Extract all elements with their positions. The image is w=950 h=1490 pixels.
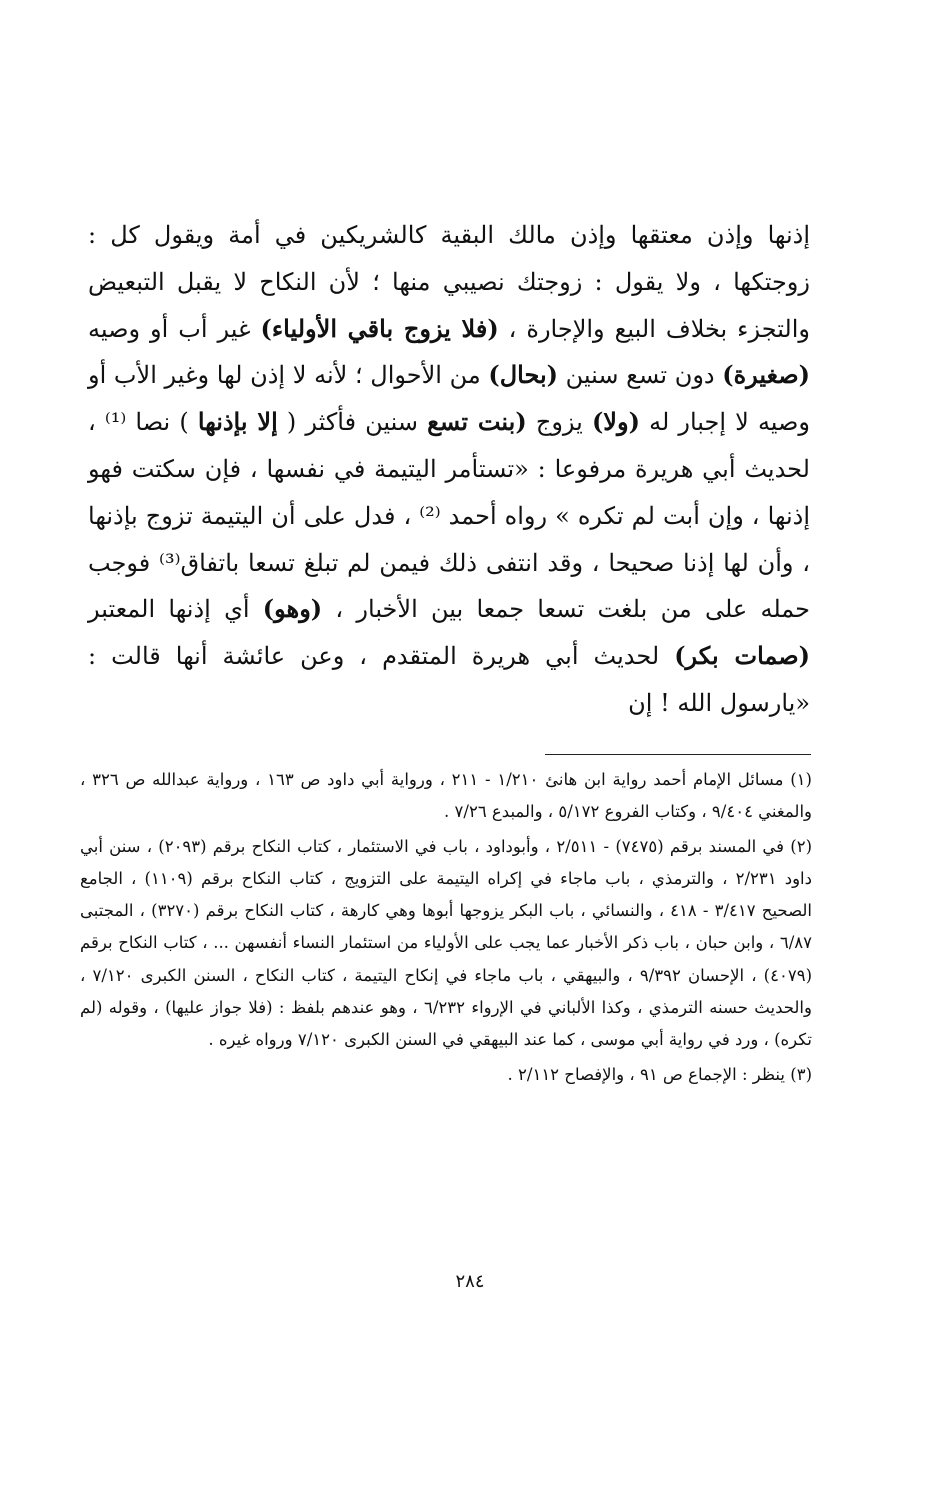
main-text-segment: من الأحوال ؛ لأنه لا إذن لها وغير الأب أو وصيه لا إجبار له xyxy=(88,361,811,437)
main-text-segment: ) نصا ⁽¹⁾ ، لحديث أبي هريرة مرفوعا : «تستأمر اليتيمة في نفسها ، فإن سكتت فهو إذنها ، وإن أبت لم تكره » رواه أحمد ⁽²⁾ ، فدل على أن اليتيمة تزوج بإذنها ، وأن لها إذنا صحيحا ، وقد انتفى ذلك فيمن لم تبلغ تسعا باتفاق⁽³⁾ فوجب حمله على من بلغت تسعا جمعا بين الأخبار ، xyxy=(88,408,811,624)
footnote-separator xyxy=(545,754,811,755)
main-text-segment: أي إذنها المعتبر xyxy=(88,595,263,624)
main-text-segment: إذنها وإذن معتقها وإذن مالك البقية كالشريكين في أمة ويقول كل : زوجتكها ، ولا يقول : زوجتك نصيبي منها ؛ لأن النكاح لا يقبل التبعيض والتجزء بخلاف البيع والإجارة ، xyxy=(88,221,811,343)
main-text-segment: يزوج xyxy=(526,408,592,437)
footnotes xyxy=(80,764,812,1091)
main-text-bold-segment: إلا بإذنها xyxy=(197,407,278,437)
main-text-segment: سنين فأكثر ( xyxy=(277,408,428,437)
main-text xyxy=(88,212,810,727)
footnote-2: (٢) في المسند برقم (٧٤٧٥) - ٢/٥١١ ، وأبوداود ، باب في الاستئمار ، كتاب النكاح برقم (٢٠٩٣) ، سنن أبي داود ٢/٢٣١ ، والترمذي ، باب ماجاء في إكراه اليتيمة على التزويج ، كتاب النكاح برقم (١١٠٩) ، الجامع الصحيح ٣/٤١٧ - ٤١٨ ، والنسائي ، باب البكر يزوجها أبوها وهي كارهة ، كتاب النكاح برقم (٣٢٧٠) ، المجتبى ٦/٨٧ ، وابن حبان ، باب ذكر الأخبار عما يجب على الأولياء من استئمار النساء أنفسهن ... ، كتاب النكاح برقم (٤٠٧٩) ، الإحسان ٩/٣٩٢ ، والبيهقي ، باب ماجاء في إنكاح اليتيمة ، كتاب النكاح ، السنن الكبرى ٧/١٢٠ ، والحديث حسنه الترمذي ، وكذا الألباني في الإرواء ٦/٢٣٢ ، وهو عندهم بلفظ : (فلا جواز عليها) ، وقوله (لم تكره) ، ورد في رواية أبي موسى ، كما عند البيهقي في السنن الكبرى ٧/١٢٠ ورواه غيره . xyxy=(80,836,813,1050)
footnote-3: (٣) ينظر : الإجماع ص ٩١ ، والإفصاح ٢/١١٢ . xyxy=(507,1064,812,1084)
footnote-1: (١) مسائل الإمام أحمد رواية ابن هانئ ١/٢١٠ - ٢١١ ، ورواية أبي داود ص ١٦٣ ، ورواية عبدالله ص ٣٢٦ ، والمغني ٩/٤٠٤ ، وكتاب الفروع ٥/١٧٢ ، والمبدع ٧/٢٦ . xyxy=(80,770,812,822)
main-text-bold-segment: (بنت تسع xyxy=(427,407,527,437)
main-text-bold-segment: (صمات بكر) xyxy=(674,641,810,671)
main-text-bold-segment: (ولا) xyxy=(591,407,640,437)
main-text-bold-segment: (وهو) xyxy=(262,594,323,624)
page-number: ٢٨٤ xyxy=(455,1271,485,1292)
main-text-bold-segment: (بحال) xyxy=(488,360,559,390)
main-text-segment: غير أب أو وصيه xyxy=(88,314,261,343)
main-text-segment: لحديث أبي هريرة المتقدم ، وعن عائشة أنها قالت : «يارسول الله ! إن xyxy=(88,642,810,717)
main-text-segment: دون تسع سنين xyxy=(558,361,723,390)
main-text-bold-segment: (صغيرة) xyxy=(722,360,810,390)
main-text-bold-segment: (فلا يزوج باقي الأولياء) xyxy=(260,313,499,343)
